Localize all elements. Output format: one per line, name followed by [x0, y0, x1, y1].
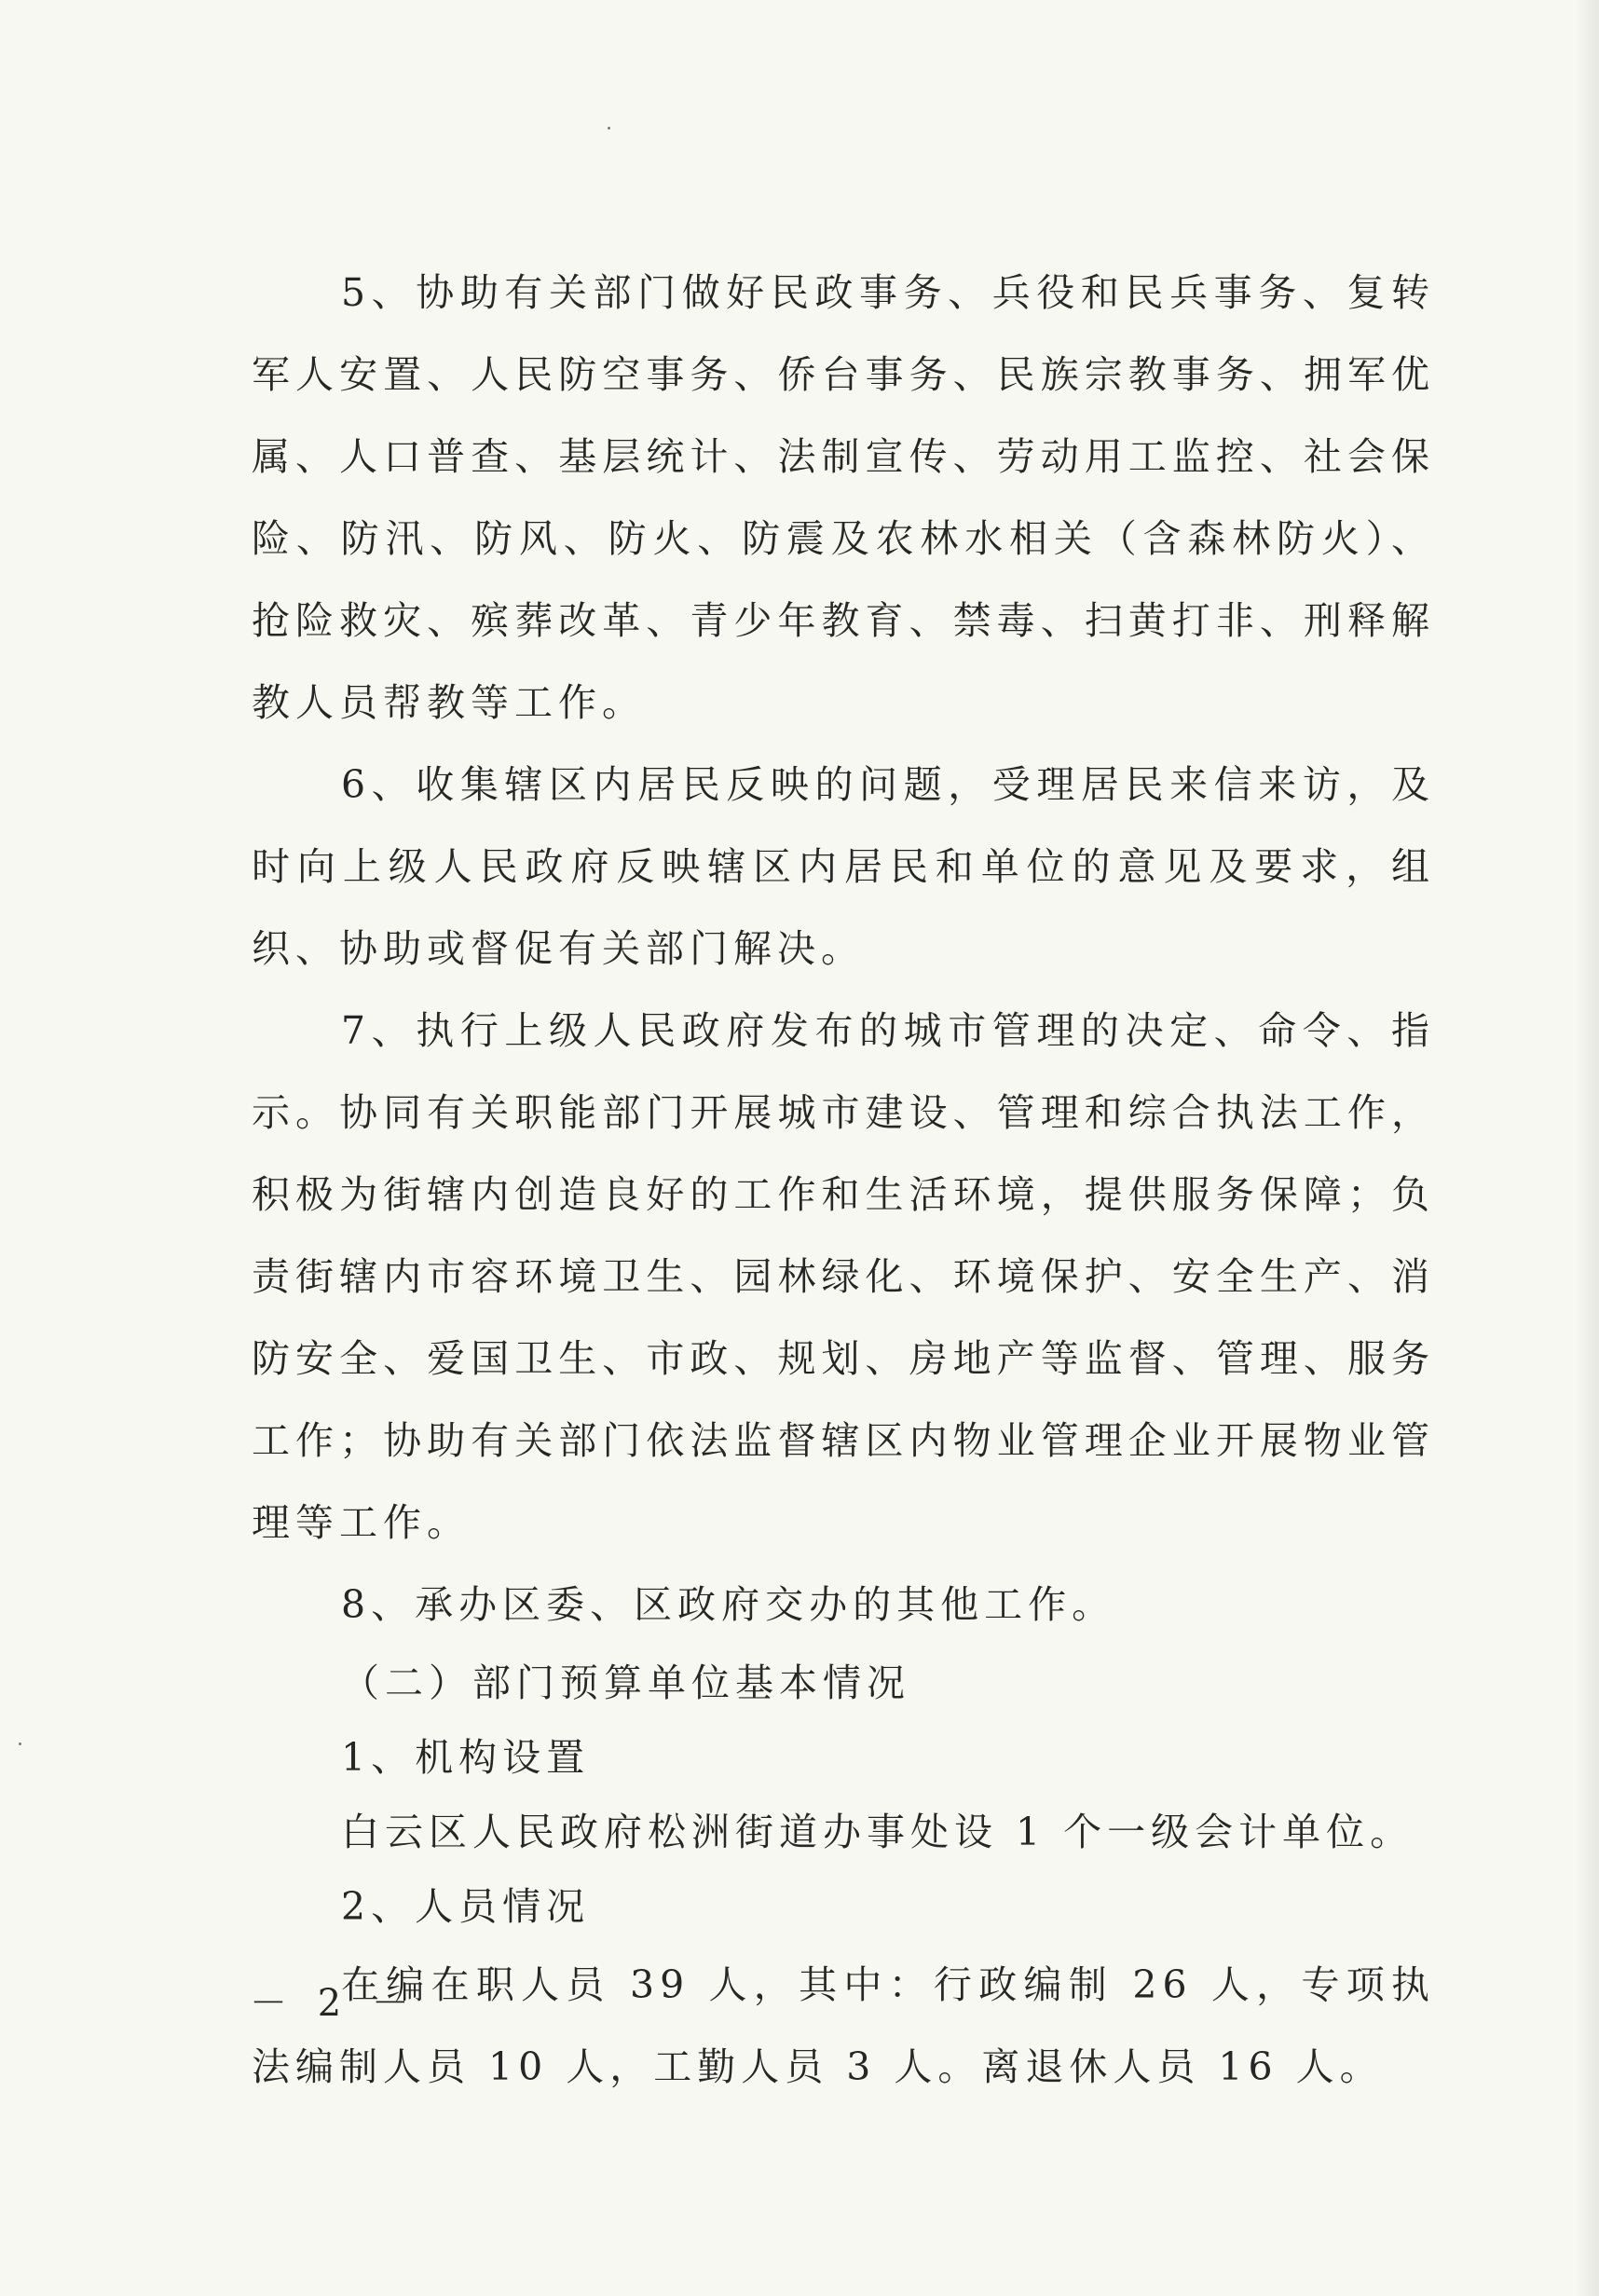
scan-edge-shadow: [1575, 0, 1599, 2296]
paragraph-item-8: 8、承办区委、区政府交办的其他工作。: [341, 1582, 1116, 1627]
section-heading-budget-units: （二）部门预算单位基本情况: [341, 1660, 910, 1705]
organization-statement: 白云区人民政府松洲街道办事处设 1 个一级会计单位。: [341, 1810, 1414, 1854]
paragraph-item-7: 7、执行上级人民政府发布的城市管理的决定、命令、指示。协同有关职能部门开展城市建设、管理和综合执法工作，积极为街辖内创造良好的工作和生活环境，提供服务保障；负责街辖内市容环境卫生、园林绿化、环境保护、安全生产、消防安全、爱国卫生、市政、规划、房地产等监督、管理、服务工作；协助有关部门依法监督辖区内物业管理企业开展物业管理等工作。: [252, 1008, 1435, 1545]
scan-speck: [608, 127, 610, 130]
personnel-statement: 在编在职人员 39 人，其中：行政编制 26 人，专项执法编制人员 10 人，工勤人员 3 人。离退休人员 16 人。: [252, 1962, 1435, 2089]
paragraph-item-5: 5、协助有关部门做好民政事务、兵役和民兵事务、复转军人安置、人民防空事务、侨台事务、民族宗教事务、拥军优属、人口普查、基层统计、法制宣传、劳动用工监控、社会保险、防汛、防风、防火、防震及农林水相关（含森林防火）、抢险救灾、殡葬改革、青少年教育、禁毒、扫黄打非、刑释解教人员帮教等工作。: [252, 270, 1435, 725]
subheading-organization: 1、机构设置: [341, 1735, 591, 1780]
scan-speck: [19, 1742, 21, 1745]
paragraph-item-6: 6、收集辖区内居民反映的问题，受理居民来信来访，及时向上级人民政府反映辖区内居民和单位的意见及要求，组织、协助或督促有关部门解决。: [252, 762, 1435, 971]
subheading-personnel: 2、人员情况: [341, 1884, 591, 1929]
document-body: [252, 252, 1435, 2108]
page-number: － 2 －: [250, 1982, 418, 2025]
